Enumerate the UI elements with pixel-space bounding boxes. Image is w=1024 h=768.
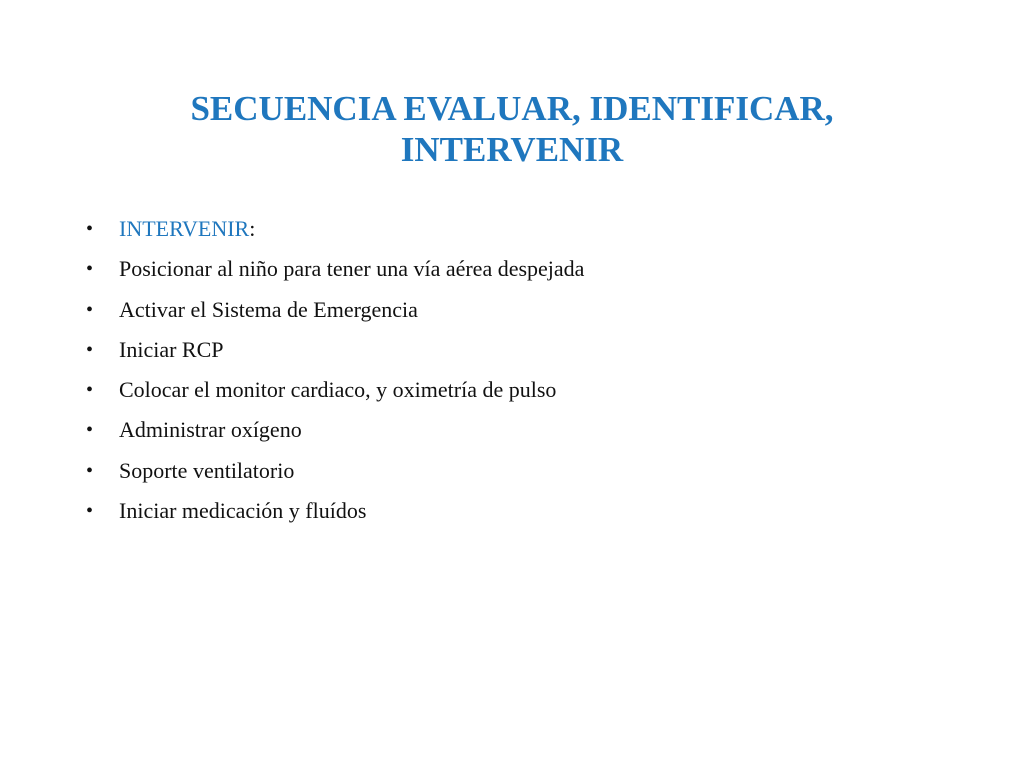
bullet-item: [86, 451, 584, 491]
bullet-dot-icon: •: [86, 338, 94, 361]
bullet-item: [86, 330, 584, 370]
bullet-dot-icon: •: [86, 379, 94, 402]
bullet-text: Activar el Sistema de Emergencia: [119, 296, 418, 322]
bullet-dot-icon: •: [86, 258, 94, 281]
bullet-dot-icon: •: [86, 500, 94, 523]
bullet-list: [86, 209, 584, 531]
bullet-text: Posicionar al niño para tener una vía aérea despejada: [119, 256, 585, 282]
bullet-item: [86, 370, 584, 410]
slide-title-line-2: INTERVENIR: [400, 130, 624, 169]
bullet-text: Iniciar medicación y fluídos: [119, 498, 367, 524]
bullet-item: [86, 491, 584, 531]
bullet-suffix-text: :: [249, 216, 256, 241]
bullet-text: Iniciar RCP: [119, 336, 224, 362]
bullet-dot-icon: •: [86, 218, 94, 240]
bullet-item: [86, 410, 584, 450]
bullet-item: [86, 249, 584, 289]
bullet-text: Soporte ventilatorio: [119, 457, 295, 483]
slide-title: [100, 88, 924, 170]
bullet-dot-icon: •: [86, 298, 94, 321]
slide-title-line-1: SECUENCIA EVALUAR, IDENTIFICAR,: [190, 89, 834, 128]
bullet-item: [86, 290, 584, 330]
bullet-dot-icon: •: [86, 419, 94, 442]
bullet-text: Colocar el monitor cardiaco, y oximetría de pulso: [119, 377, 557, 403]
bullet-dot-icon: •: [86, 459, 94, 482]
bullet-text: Administrar oxígeno: [119, 417, 302, 443]
bullet-highlight-text: INTERVENIR: [119, 216, 250, 241]
bullet-item-intervenir: [86, 209, 584, 249]
